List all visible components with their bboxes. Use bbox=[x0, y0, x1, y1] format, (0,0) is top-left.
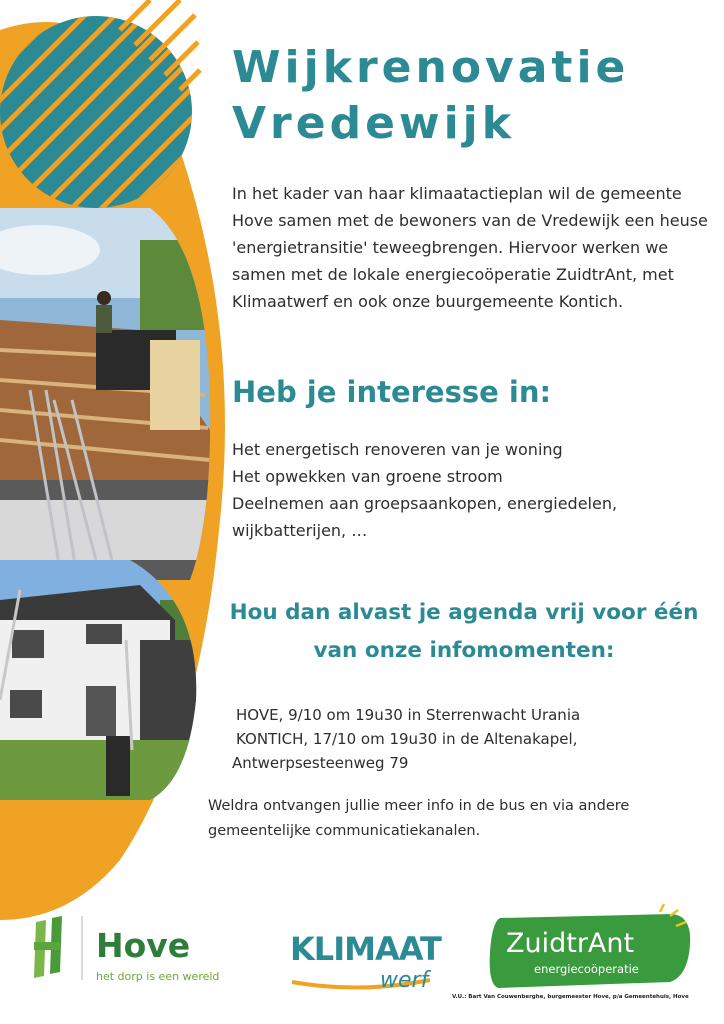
title-line-2: Vredewijk bbox=[232, 98, 516, 149]
hove-tagline: het dorp is een wereld bbox=[96, 970, 220, 983]
list-item: Deelnemen aan groepsaankopen, energiedelen, wijkbatterijen, … bbox=[232, 494, 618, 540]
intro-paragraph: In het kader van haar klimaatactieplan wil de gemeente Hove samen met de bewoners van de Vredewijk een heuse 'energietransitie' teweegbrengen. Hiervoor werken we samen met de lokale energiecoöperatie ZuidtrAnt, met Klimaatwerf en ook onze buurgemeente Kontich. bbox=[232, 184, 708, 311]
session-text: HOVE, 9/10 om 19u30 in Sterrenwacht Urania bbox=[236, 706, 581, 724]
list-item: Het energetisch renoveren van je woning bbox=[232, 440, 563, 459]
hove-logo-text: Hove bbox=[96, 926, 191, 965]
session-list bbox=[232, 703, 712, 775]
list-item: Het opwekken van groene stroom bbox=[232, 467, 503, 486]
agenda-heading-line-2: van onze infomomenten: bbox=[313, 638, 615, 663]
session-text: KONTICH, 17/10 om 19u30 in de Altenakapel, bbox=[236, 730, 578, 748]
zuidtrant-logo-text: ZuidtrAnt bbox=[506, 928, 635, 959]
zuidtrant-logo-sub: energiecoöperatie bbox=[534, 962, 639, 976]
title-line-1: Wijkrenovatie bbox=[232, 42, 630, 93]
session-item bbox=[232, 703, 712, 727]
agenda-heading-line-1: Hou dan alvast je agenda vrij voor één bbox=[229, 600, 699, 625]
session-item bbox=[232, 727, 712, 751]
agenda-heading bbox=[214, 594, 714, 670]
publisher-note: V.U.: Bart Van Couwenberghe, burgemeester Hove, p/a Gemeentehuis, Hove bbox=[452, 994, 689, 1000]
session-text: Antwerpsesteenweg 79 bbox=[232, 754, 409, 772]
hove-logo-mark bbox=[34, 916, 82, 980]
session-item bbox=[232, 751, 712, 775]
page-title bbox=[232, 40, 629, 152]
interest-heading: Heb je interesse in: bbox=[232, 375, 552, 409]
klimaatwerf-logo-bottom: werf bbox=[380, 968, 429, 993]
photo-roof-renovation bbox=[0, 208, 220, 588]
klimaatwerf-logo-top: KLIMAAT bbox=[290, 930, 441, 968]
footer-note: Weldra ontvangen jullie meer info in de bus en via andere gemeentelijke communicatiekanalen. bbox=[208, 798, 630, 839]
interest-list bbox=[232, 436, 712, 544]
